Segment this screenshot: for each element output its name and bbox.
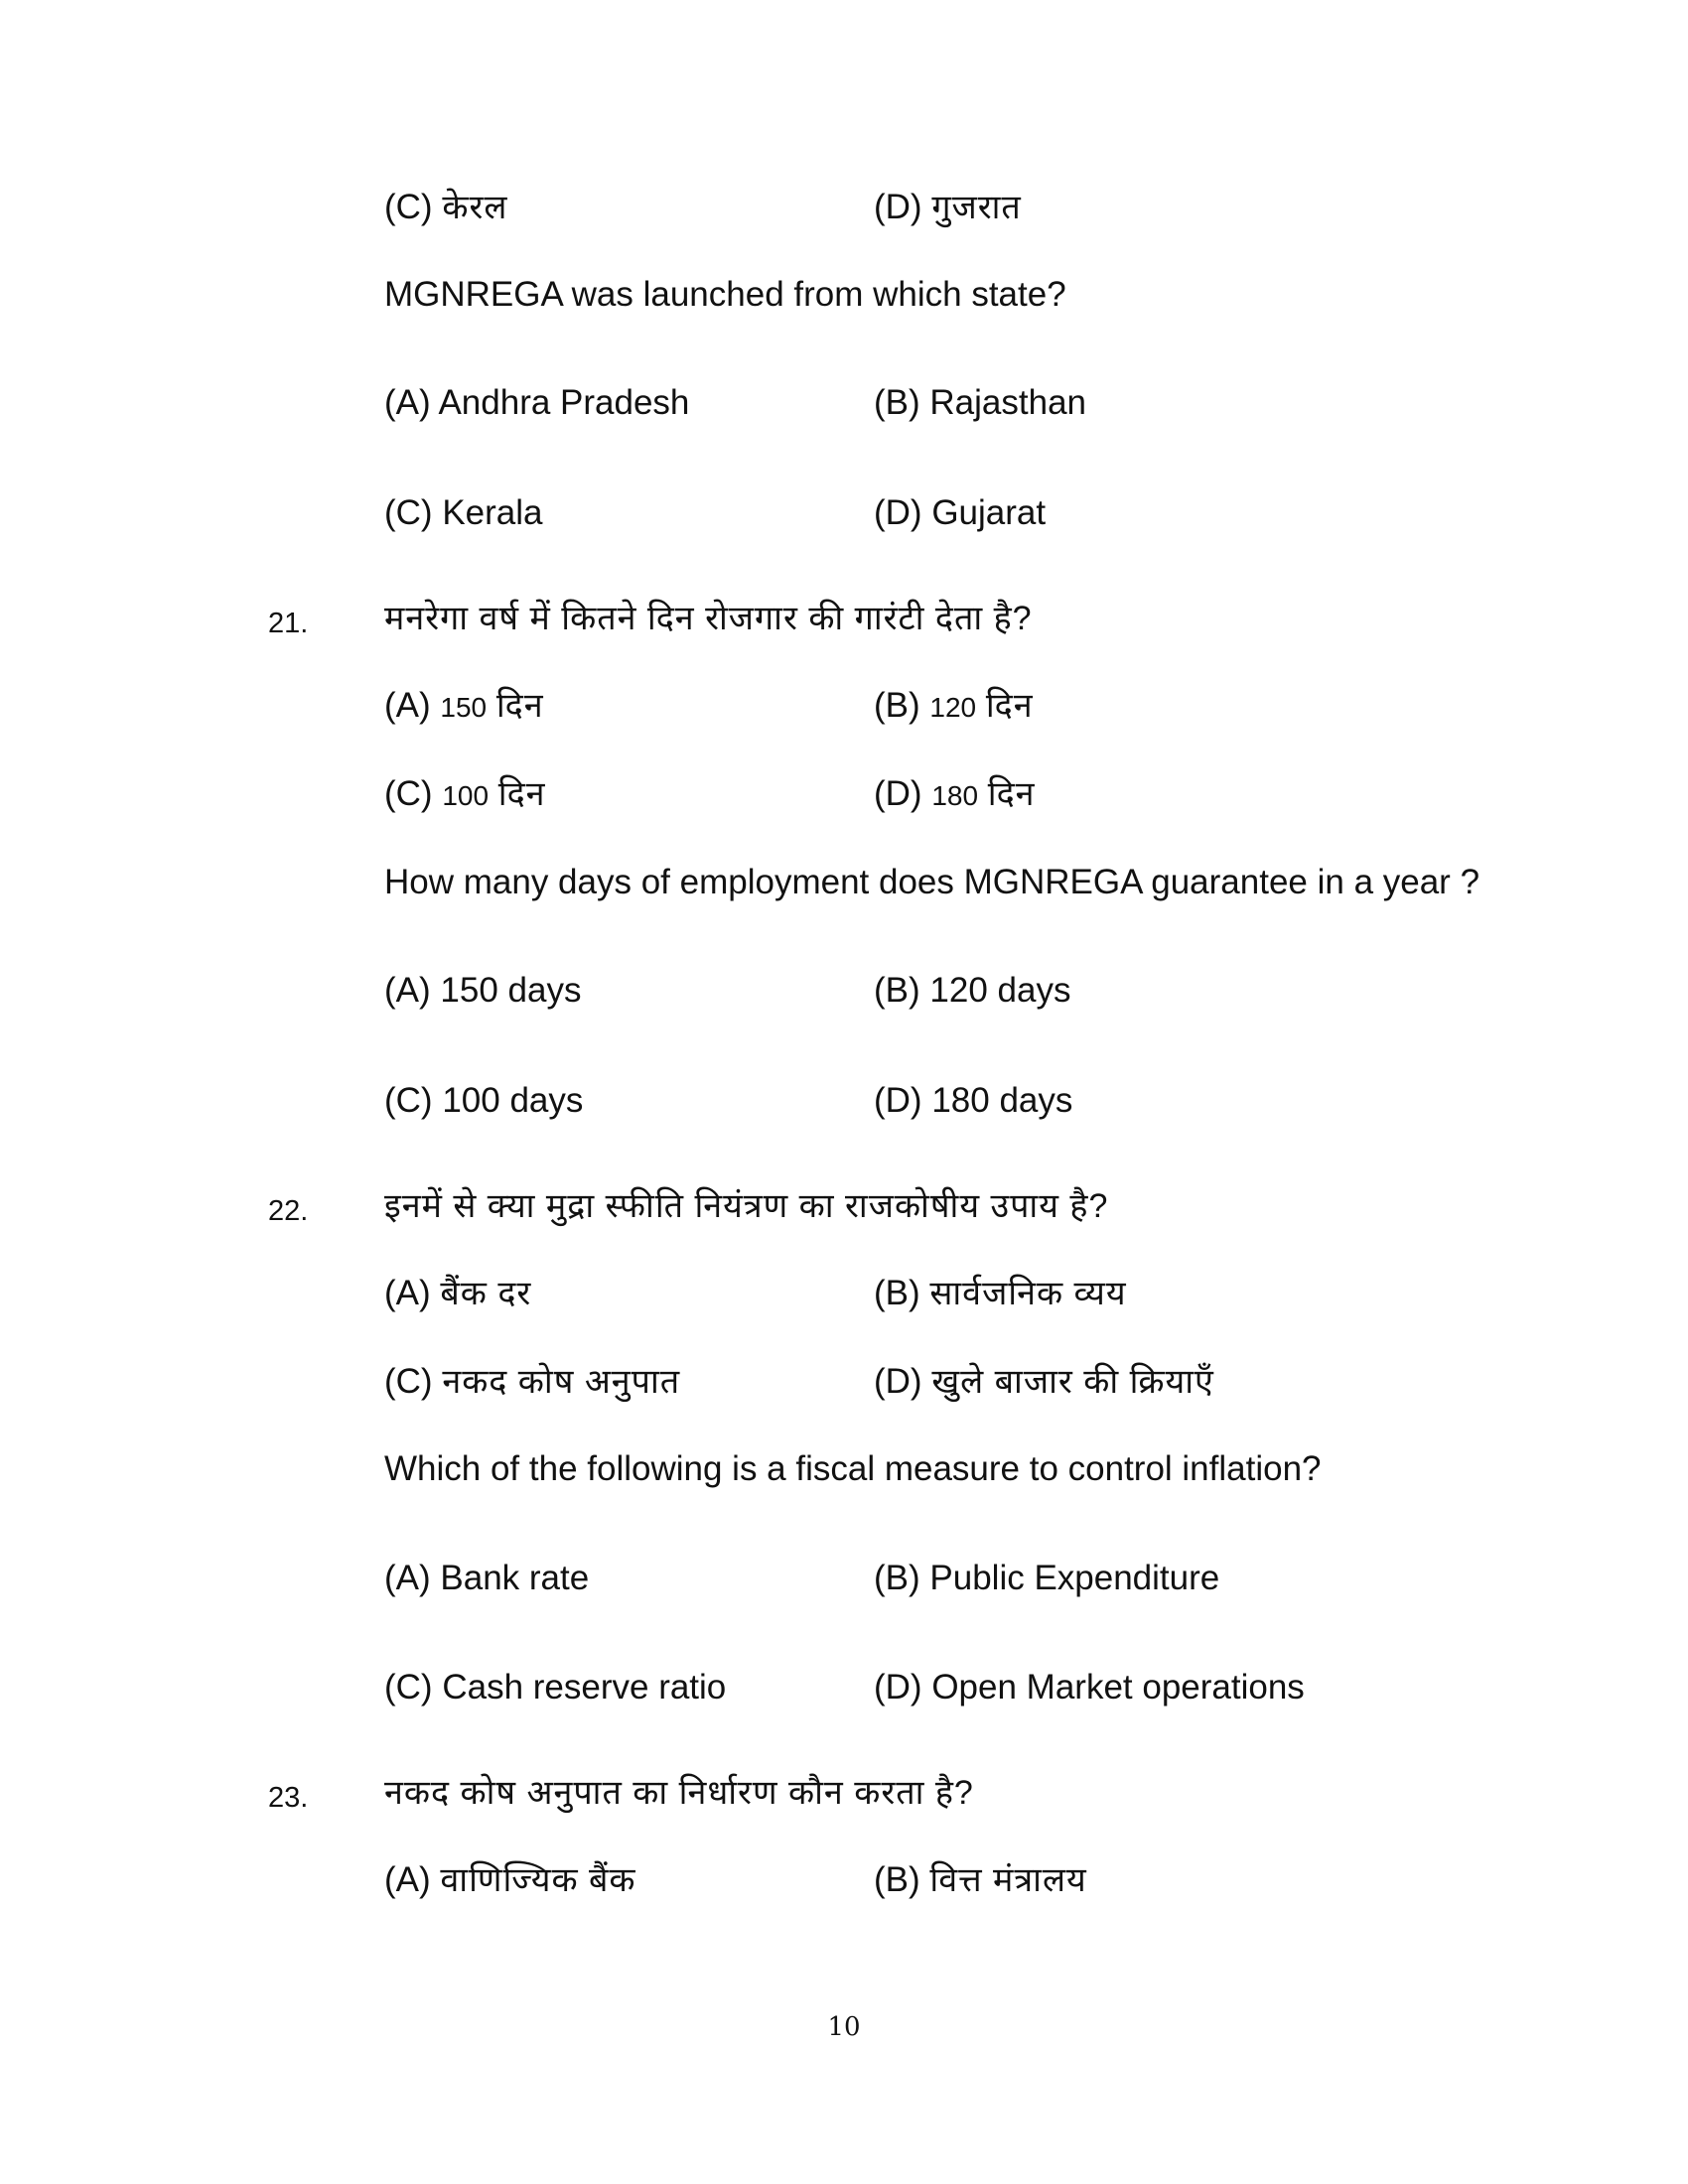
- option-text: खुले बाजार की क्रियाएँ: [931, 1363, 1214, 1401]
- option-text: Kerala: [442, 493, 543, 532]
- q22-hindi-option-c: [384, 1359, 680, 1405]
- q22-english-option-d: [874, 1665, 1305, 1710]
- question-number: 22.: [268, 1195, 309, 1227]
- q21-hindi-option-b: [874, 683, 1034, 731]
- option-letter: (B): [874, 383, 920, 422]
- option-letter: (B): [874, 686, 920, 725]
- option-text: Public Expenditure: [929, 1559, 1220, 1597]
- option-text: Cash reserve ratio: [442, 1668, 727, 1706]
- option-letter: (A): [384, 1274, 431, 1312]
- option-text: सार्वजनिक व्यय: [929, 1275, 1127, 1312]
- option-letter: (C): [384, 1081, 433, 1120]
- option-letter: (D): [874, 774, 922, 813]
- q20-hindi-option-c: [384, 185, 507, 230]
- option-number: 120: [929, 692, 977, 723]
- option-text: Andhra Pradesh: [438, 383, 690, 422]
- option-text: वित्त मंत्रालय: [929, 1861, 1087, 1899]
- q21-english-option-b: [874, 968, 1070, 1014]
- option-letter: (D): [874, 1362, 922, 1401]
- q20-english-option-c: [384, 490, 543, 536]
- q22-hindi-option-d: [874, 1359, 1214, 1405]
- q23-hindi-question: नकद कोष अनुपात का निर्धारण कौन करता है?: [384, 1774, 974, 1812]
- q21-english-option-c: [384, 1078, 583, 1124]
- option-letter: (A): [384, 383, 431, 422]
- option-number: 180: [931, 780, 979, 811]
- option-text: गुजरात: [931, 189, 1022, 226]
- option-text: 120 days: [929, 971, 1071, 1010]
- option-letter: (A): [384, 971, 431, 1010]
- option-text: दिन: [985, 687, 1034, 725]
- q21-english-option-a: [384, 968, 581, 1014]
- q22-hindi-option-a: [384, 1271, 531, 1316]
- option-letter: (C): [384, 493, 433, 532]
- option-letter: (A): [384, 1559, 431, 1597]
- option-text: 180 days: [931, 1081, 1073, 1120]
- q20-hindi-option-d: [874, 185, 1022, 230]
- q21-english-question: How many days of employment does MGNREGA guarantee in a year ?: [384, 863, 1480, 901]
- option-text: दिन: [495, 687, 544, 725]
- option-text: बैंक दर: [440, 1275, 532, 1312]
- q22-english-question: Which of the following is a fiscal measure to control inflation?: [384, 1449, 1322, 1488]
- q22-hindi-question: इनमें से क्या मुद्रा स्फीति नियंत्रण का राजकोषीय उपाय है?: [384, 1187, 1109, 1225]
- option-number: 150: [440, 692, 488, 723]
- option-letter: (D): [874, 188, 922, 226]
- option-text: वाणिज्यिक बैंक: [440, 1861, 636, 1899]
- option-letter: (C): [384, 774, 433, 813]
- q20-english-option-a: [384, 380, 689, 426]
- option-letter: (D): [874, 1668, 922, 1706]
- q23-hindi-option-a: [384, 1857, 636, 1903]
- option-text: नकद कोष अनुपात: [442, 1363, 681, 1401]
- option-text: 150 days: [440, 971, 582, 1010]
- q23-hindi-option-b: [874, 1857, 1087, 1903]
- option-letter: (B): [874, 971, 920, 1010]
- option-letter: (C): [384, 1668, 433, 1706]
- q22-english-option-b: [874, 1556, 1219, 1601]
- q22-english-option-c: [384, 1665, 726, 1710]
- question-number: 23.: [268, 1782, 309, 1814]
- q20-english-question: MGNREGA was launched from which state?: [384, 275, 1066, 314]
- option-letter: (D): [874, 1081, 922, 1120]
- option-letter: (B): [874, 1274, 920, 1312]
- option-letter: (C): [384, 188, 433, 226]
- option-letter: (A): [384, 1860, 431, 1899]
- option-letter: (D): [874, 493, 922, 532]
- option-text: दिन: [497, 775, 546, 813]
- option-text: 100 days: [442, 1081, 584, 1120]
- q21-hindi-option-a: [384, 683, 544, 731]
- option-text: दिन: [987, 775, 1036, 813]
- option-text: Gujarat: [931, 493, 1047, 532]
- option-text: Bank rate: [440, 1559, 590, 1597]
- q21-hindi-option-d: [874, 771, 1036, 819]
- option-number: 100: [442, 780, 490, 811]
- q21-hindi-question: मनरेगा वर्ष में कितने दिन रोजगार की गारंटी देता है?: [384, 600, 1033, 637]
- option-letter: (B): [874, 1860, 920, 1899]
- option-text: केरल: [442, 189, 508, 226]
- question-number: 21.: [268, 608, 309, 639]
- option-text: Rajasthan: [929, 383, 1086, 422]
- q22-hindi-option-b: [874, 1271, 1127, 1316]
- q21-english-option-d: [874, 1078, 1072, 1124]
- option-letter: (A): [384, 686, 431, 725]
- q20-english-option-b: [874, 380, 1086, 426]
- q22-english-option-a: [384, 1556, 589, 1601]
- q21-hindi-option-c: [384, 771, 546, 819]
- option-letter: (C): [384, 1362, 433, 1401]
- option-text: Open Market operations: [931, 1668, 1305, 1706]
- q20-english-option-d: [874, 490, 1046, 536]
- page-number: 10: [827, 2012, 861, 2042]
- option-letter: (B): [874, 1559, 920, 1597]
